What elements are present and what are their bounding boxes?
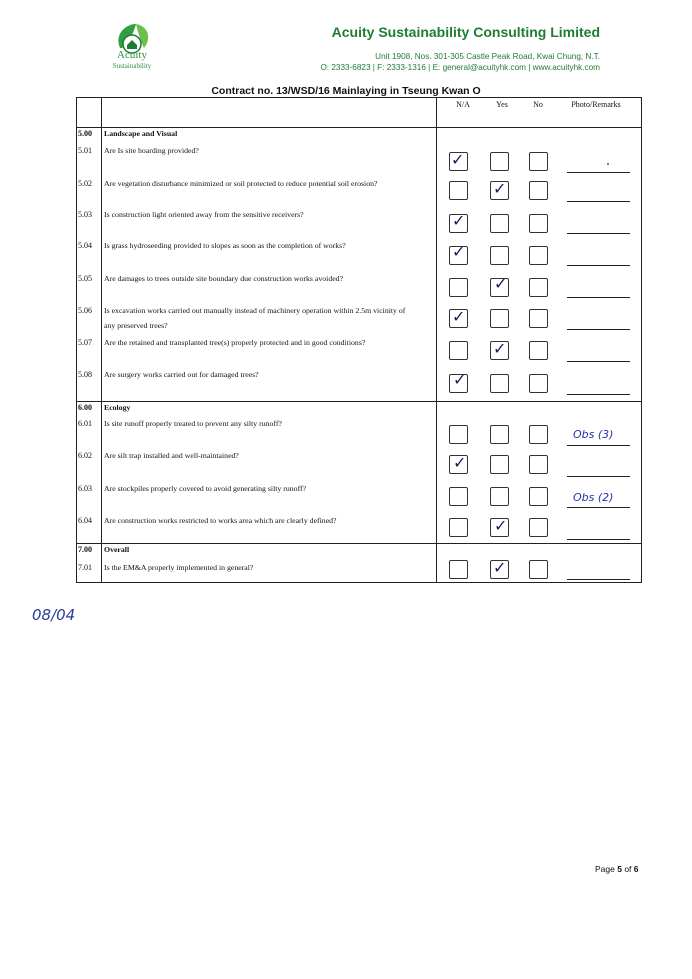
yes-checkbox[interactable] — [490, 455, 509, 474]
remark-line — [567, 297, 630, 298]
remark-handwritten: Obs (2) — [573, 491, 614, 504]
remark-line — [567, 476, 630, 477]
yes-checkbox[interactable] — [490, 152, 509, 171]
na-checkbox[interactable] — [449, 518, 468, 537]
yes-checkbox[interactable] — [490, 246, 509, 265]
no-checkbox[interactable] — [529, 518, 548, 537]
item-number: 5.01 — [78, 146, 92, 155]
remark-line — [567, 172, 630, 173]
item-question: Are the retained and transplanted tree(s) properly protected and in good conditions? — [104, 338, 366, 347]
page-number — [595, 864, 639, 874]
remark-line — [567, 201, 630, 202]
logo-sub: Sustainability — [112, 62, 152, 70]
remark-line — [567, 233, 630, 234]
item-number: 5.04 — [78, 241, 92, 250]
item-question: Are stockpiles properly covered to avoid generating silty runoff? — [104, 484, 307, 493]
item-number: 6.01 — [78, 419, 92, 428]
na-checkbox[interactable] — [449, 341, 468, 360]
remark-handwritten: Obs (3) — [573, 428, 614, 441]
tick-mark: ✓ — [452, 307, 466, 326]
item-number: 7.01 — [78, 563, 92, 572]
no-checkbox[interactable] — [529, 455, 548, 474]
no-checkbox[interactable] — [529, 278, 548, 297]
column-divider — [101, 97, 102, 583]
no-checkbox[interactable] — [529, 181, 548, 200]
column-header-no: No — [533, 100, 543, 109]
tick-mark: ✓ — [493, 339, 507, 358]
column-header-na: N/A — [456, 100, 470, 109]
remark-line — [567, 579, 630, 580]
item-question: Is the EM&A properly implemented in general? — [104, 563, 254, 572]
yes-checkbox[interactable] — [490, 309, 509, 328]
company-address — [250, 51, 600, 73]
item-question: Is construction light oriented away from the sensitive receivers? — [104, 210, 304, 219]
no-checkbox[interactable] — [529, 487, 548, 506]
item-question-continued: any preserved trees? — [104, 321, 168, 330]
page-total: 6 — [633, 864, 639, 874]
tick-mark: ✓ — [494, 274, 508, 293]
no-checkbox[interactable] — [529, 152, 548, 171]
no-checkbox[interactable] — [529, 341, 548, 360]
item-question: Is excavation works carried out manually instead of machinery operation within 2.5m vicinity of — [104, 306, 406, 315]
tick-mark: ✓ — [493, 558, 507, 577]
item-number: 6.04 — [78, 516, 92, 525]
handwritten-date: 08/04 — [32, 606, 76, 624]
section-title: Ecology — [104, 403, 131, 412]
tick-mark: ✓ — [453, 453, 467, 472]
item-question: Are surgery works carried out for damaged trees? — [104, 370, 259, 379]
na-checkbox[interactable] — [449, 487, 468, 506]
item-question: Is grass hydroseeding provided to slopes as soon as the completion of works? — [104, 241, 346, 250]
na-checkbox[interactable] — [449, 560, 468, 579]
section-number: 7.00 — [78, 545, 92, 554]
address-line-2: O: 2333-6823 | F: 2333-1316 | E: general@acuityhk.com | www.acuityhk.com — [320, 63, 600, 72]
no-checkbox[interactable] — [529, 560, 548, 579]
section-number: 6.00 — [78, 403, 92, 412]
remark-line — [567, 329, 630, 330]
item-question: Are vegetation disturbance minimized or soil protected to reduce potential soil erosion? — [104, 179, 378, 188]
tick-mark: ✓ — [494, 516, 508, 535]
item-number: 5.03 — [78, 210, 92, 219]
tick-mark: ✓ — [452, 242, 466, 261]
section-number: 5.00 — [78, 129, 92, 138]
logo-word: Acuity — [117, 49, 147, 61]
remark-line — [567, 361, 630, 362]
tick-mark: ✓ — [453, 370, 467, 389]
na-checkbox[interactable] — [449, 181, 468, 200]
item-number: 6.03 — [78, 484, 92, 493]
column-header-remarks: Photo/Remarks — [571, 100, 621, 109]
company-name: Acuity Sustainability Consulting Limited — [331, 24, 600, 40]
item-number: 5.05 — [78, 274, 92, 283]
item-question: Are construction works restricted to works area which are clearly defined? — [104, 516, 337, 525]
contract-title: Contract no. 13/WSD/16 Mainlaying in Tseung Kwan O — [211, 85, 481, 97]
yes-checkbox[interactable] — [490, 214, 509, 233]
tick-mark: ✓ — [452, 211, 466, 230]
section-title: Overall — [104, 545, 130, 554]
page-current: 5 — [617, 864, 622, 874]
item-number: 6.02 — [78, 451, 92, 460]
item-question: Is site runoff properly treated to prevent any silty runoff? — [104, 419, 282, 428]
item-number: 5.02 — [78, 179, 92, 188]
tick-mark: ✓ — [451, 150, 465, 169]
item-question: Are damages to trees outside site boundary due construction works avoided? — [104, 274, 344, 283]
na-checkbox[interactable] — [449, 278, 468, 297]
item-number: 5.07 — [78, 338, 92, 347]
page-of: of — [621, 864, 634, 874]
yes-checkbox[interactable] — [490, 425, 509, 444]
na-checkbox[interactable] — [449, 425, 468, 444]
tick-mark: ✓ — [493, 179, 507, 198]
remark-line — [567, 394, 630, 395]
no-checkbox[interactable] — [529, 214, 548, 233]
address-line-1: Unit 1908, Nos. 301-305 Castle Peak Road, Kwai Chung, N.T. — [375, 52, 600, 61]
section-title: Landscape and Visual — [104, 129, 178, 138]
remark-line — [567, 507, 630, 508]
remark-line — [567, 539, 630, 540]
ink-dot — [607, 163, 609, 165]
logo-wordmark — [104, 50, 160, 71]
column-header-yes: Yes — [496, 100, 508, 109]
item-number: 5.06 — [78, 306, 92, 315]
yes-checkbox[interactable] — [490, 487, 509, 506]
no-checkbox[interactable] — [529, 374, 548, 393]
item-number: 5.08 — [78, 370, 92, 379]
no-checkbox[interactable] — [529, 246, 548, 265]
remark-line — [567, 445, 630, 446]
item-question: Are silt trap installed and well-maintained? — [104, 451, 239, 460]
no-checkbox[interactable] — [529, 425, 548, 444]
page-prefix: Page — [595, 864, 618, 874]
no-checkbox[interactable] — [529, 309, 548, 328]
remark-line — [567, 265, 630, 266]
yes-checkbox[interactable] — [490, 374, 509, 393]
item-question: Are Is site hoarding provided? — [104, 146, 199, 155]
